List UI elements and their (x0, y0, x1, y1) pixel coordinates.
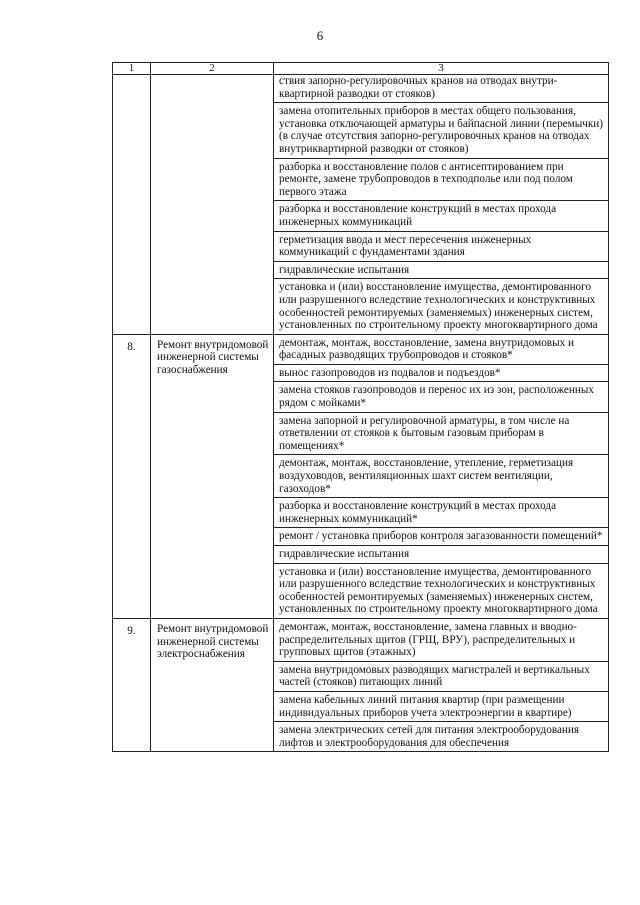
work-item: замена запорной и регулировочной арматуры, в том числе на ответвлении от стояков к бытовым газовым приборам в помещениях* (274, 413, 608, 456)
work-item: замена внутридомовых разводящих магистралей и вертикальных частей (стояков) питающих линий (274, 662, 608, 692)
works-table (112, 62, 609, 752)
work-item: герметизация ввода и мест пересечения инженерных коммуникаций с фундаментами здания (274, 232, 608, 262)
work-item: замена стояков газопроводов и перенос их из зон, расположенных рядом с мойками* (274, 382, 608, 412)
table-row (113, 334, 609, 618)
row-number (113, 75, 151, 335)
work-item: разборка и восстановление полов с антисептированием при ремонте, замене трубопроводов в техподполье или под полом первого этажа (274, 159, 608, 202)
row-number: 8. (113, 334, 151, 618)
works-list (274, 75, 609, 335)
works-list (274, 334, 609, 618)
table-row (113, 75, 609, 335)
row-name: Ремонт внутридомовой инженерной системы электроснабжения (151, 618, 274, 751)
table-row (113, 618, 609, 751)
work-item: установка и (или) восстановление имущества, демонтированного или разрушенного вследствие технологических и конструктивных особенностей ремонтируемых (заменяемых) инженерных систем, установленных по строительному проекту многоквартирного дома (279, 565, 598, 616)
work-item: замена отопительных приборов в местах общего пользования, установка отключающей арматуры и байпасной линии (перемычки) (в случае отсутствия запорно-регулировочных кранов на отводах внутриквартирной разводки от стояков) (274, 103, 608, 158)
work-item: вынос газопроводов из подвалов и подъездов* (274, 365, 608, 383)
header-col-1: 1 (113, 63, 151, 75)
header-col-2: 2 (151, 63, 274, 75)
table-header-row (113, 63, 609, 75)
work-item: демонтаж, монтаж, восстановление, замена главных и вводно-распределительных щитов (ГРЩ, ВРУ), распределительных и групповых щитов (этажных) (274, 619, 608, 662)
work-item: демонтаж, монтаж, восстановление, утепление, герметизация воздуховодов, вентиляционных шахт систем вентиляции, газоходов* (274, 455, 608, 498)
work-item: замена электрических сетей для питания электрооборудования лифтов и электрооборудования для обеспечения (279, 724, 580, 749)
work-item: гидравлические испытания (274, 262, 608, 280)
row-name: Ремонт внутридомовой инженерной системы газоснабжения (151, 334, 274, 618)
page-number: 6 (316, 28, 324, 43)
work-item: демонтаж, монтаж, восстановление, замена внутридомовых и фасадных разводящих трубопроводов и стояков* (274, 335, 608, 365)
work-item: гидравлические испытания (274, 546, 608, 564)
work-item: замена кабельных линий питания квартир (при размещении индивидуальных приборов учета электроэнергии в квартире) (274, 692, 608, 722)
work-item: разборка и восстановление конструкций в местах прохода инженерных коммуникаций* (274, 498, 608, 528)
work-item: ремонт / установка приборов контроля загазованности помещений* (274, 528, 608, 546)
row-number: 9. (113, 618, 151, 751)
work-item: ствия запорно-регулировочных кранов на отводах внутри-квартирной разводки от стояков) (274, 75, 608, 103)
header-col-3: 3 (274, 63, 609, 75)
works-list (274, 618, 609, 751)
row-name (151, 75, 274, 335)
work-item: разборка и восстановление конструкций в местах прохода инженерных коммуникаций (274, 201, 608, 231)
work-item: установка и (или) восстановление имущества, демонтированного или разрушенного вследствие технологических и конструктивных особенностей ремонтируемых (заменяемых) инженерных систем, установленных по строительному проекту многоквартирного дома (279, 281, 598, 332)
